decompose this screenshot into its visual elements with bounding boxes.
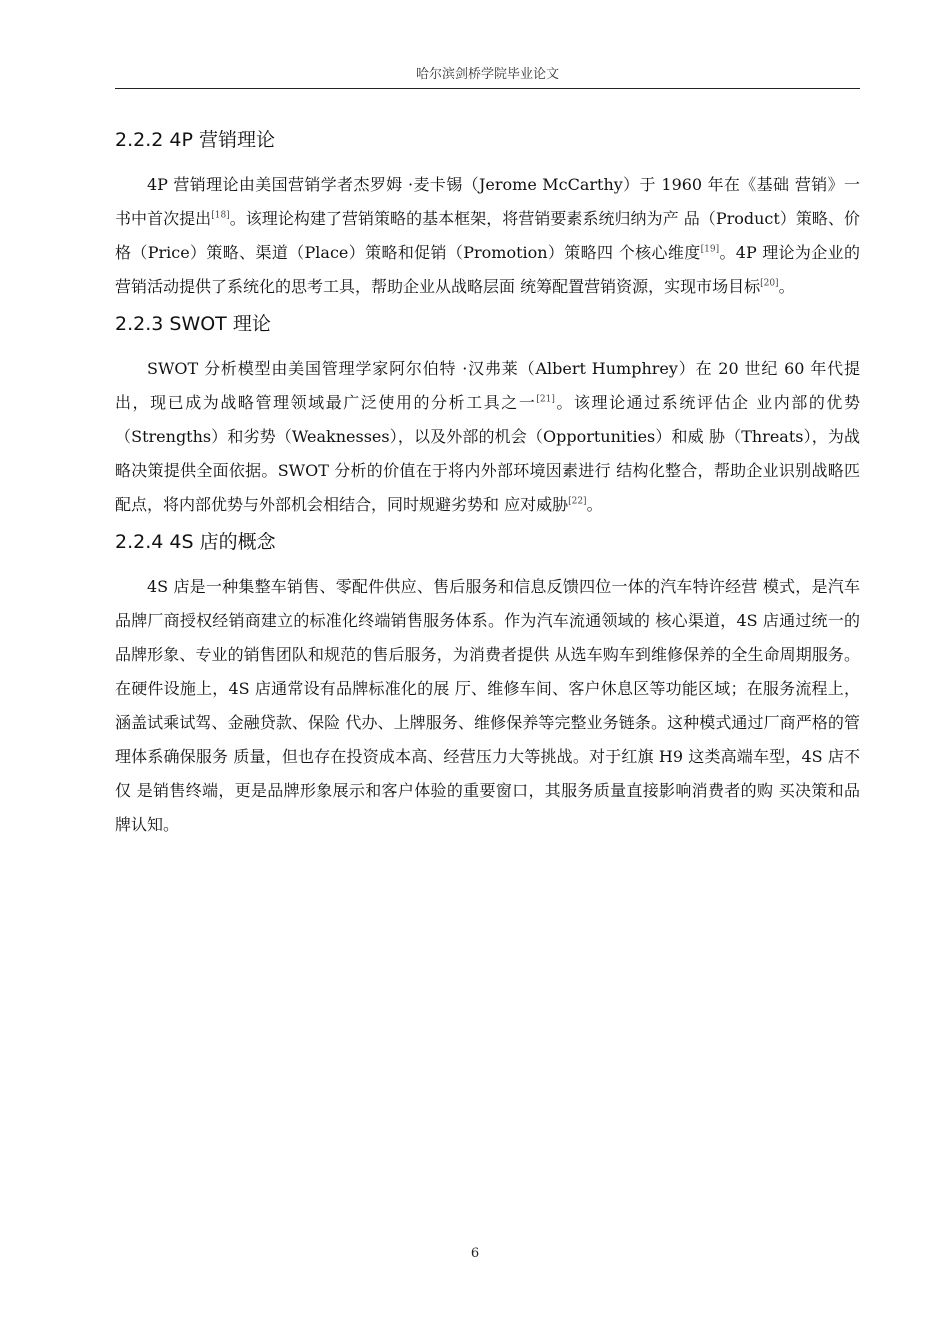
paragraph-4p-theory bbox=[115, 168, 860, 304]
text: 。 bbox=[586, 495, 603, 514]
section-title-4p: 2.2.2 4P 营销理论 bbox=[115, 129, 275, 151]
text: 。该理论构建了营销策略的基本框架，将营销要素系统归纳为产 品（Product）策略、价格（Price）策略、渠道（Place）策略和促销（Promotion）策略四 个核心维度 bbox=[115, 209, 860, 262]
citation-ref: [18] bbox=[211, 210, 230, 221]
header-title: 哈尔滨剑桥学院毕业论文 bbox=[415, 67, 559, 82]
section-title-swot: 2.2.3 SWOT 理论 bbox=[115, 313, 271, 335]
citation-ref: [20] bbox=[760, 278, 779, 289]
section-title-4s-store: 2.2.4 4S 店的概念 bbox=[115, 531, 276, 553]
page-number: 6 bbox=[470, 1246, 480, 1261]
text: 4P 营销理论由美国营销学者杰罗姆 ·麦卡锡（Jerome McCarthy）于 1960 年在《基础 营销》一书中首次提出 bbox=[115, 175, 860, 228]
citation-ref: [19] bbox=[700, 244, 720, 255]
text: 。4P 理论为企业的营销活动提供了系统化的思考工具，帮助企业从战略层面 统筹配置营销资源，实现市场目标 bbox=[115, 243, 860, 296]
page-content bbox=[115, 120, 860, 842]
text: SWOT 分析模型由美国管理学家阿尔伯特 ·汉弗莱（Albert Humphrey）在 20 世纪 60 年代提出，现已成为战略管理领域最广泛使用的分析工具之一 bbox=[115, 359, 860, 412]
paragraph-4s-store-concept bbox=[115, 570, 860, 842]
text: 。 bbox=[778, 277, 795, 296]
page-header bbox=[115, 62, 860, 89]
citation-ref: [21] bbox=[536, 394, 555, 405]
citation-ref: [22] bbox=[568, 496, 587, 507]
text: 4S 店是一种集整车销售、零配件供应、售后服务和信息反馈四位一体的汽车特许经营 模式，是汽车品牌厂商授权经销商建立的标准化终端销售服务体系。作为汽车流通领域的 核心渠道，4S 店通过统一的品牌形象、专业的销售团队和规范的售后服务，为消费者提供 从选车购车到维修保养的全生命周期服务。在硬件设施上，4S 店通常设有品牌标准化的展 厅、维修车间、客户休息区等功能区域；在服务流程上，涵盖试乘试驾、金融贷款、保险 代办、上牌服务、维修保养等完整业务链条。这种模式通过厂商严格的管理体系确保服务 质量，但也存在投资成本高、经营压力大等挑战。对于红旗 H9 这类高端车型，4S 店不仅 是销售终端，更是品牌形象展示和客户体验的重要窗口，其服务质量直接影响消费者的购 买决策和品牌认知。 bbox=[115, 577, 860, 834]
text: 。该理论通过系统评估企 业内部的优势（Strengths）和劣势（Weaknesses），以及外部的机会（Opportunities）和威 胁（Threats），为战略决策提供全面依据。SWOT 分析的价值在于将内外部环境因素进行 结构化整合，帮助企业识别战略匹配点，将内部优势与外部机会相结合，同时规避劣势和 应对威胁 bbox=[115, 393, 860, 514]
paragraph-swot-theory bbox=[115, 352, 860, 522]
